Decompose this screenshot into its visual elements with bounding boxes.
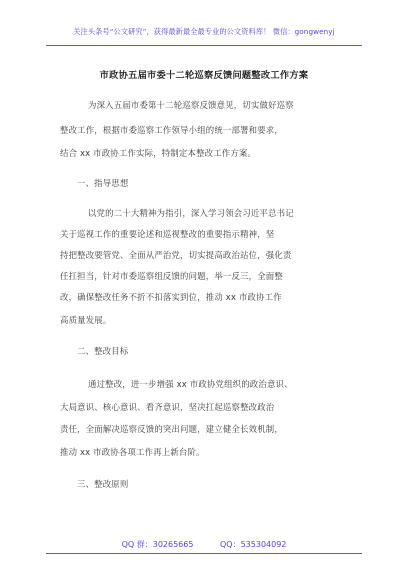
body-line: 持把整改要管党、全面从严治党，切实提高政治站位，强化责 xyxy=(60,250,292,260)
footer-divider xyxy=(46,553,362,554)
body-line: 结合 xx 市政协工作实际，特制定本整改工作方案。 xyxy=(60,148,257,158)
section-heading: 三、整改原则 xyxy=(77,479,129,489)
body-line: 以党的二十大精神为指引，深入学习领会习近平总书记 xyxy=(88,208,294,218)
body-line: 推动 xx 市政协各项工作再上新台阶。 xyxy=(60,447,205,457)
section-heading: 二、整改目标 xyxy=(77,346,129,356)
body-line: 改，确保整改任务不折不扣落实到位，推动 xx 市政协工作 xyxy=(60,292,282,302)
qq-group-text: QQ 群：30265665 xyxy=(121,540,194,549)
header-banner: 关注头条号“公文研究”，获得最新最全最专业的公文资料库！ 微信：gongwenyj xyxy=(73,27,335,36)
body-line: 整改工作，根据市委巡察工作领导小组的统一部署和要求， xyxy=(60,125,283,135)
header-divider xyxy=(46,45,362,46)
body-line: 通过整改，进一步增强 xx 市政协党组织的政治意识、 xyxy=(88,379,293,389)
body-line: 关于巡视工作的重要论述和巡视整改的重要指示精神，坚 xyxy=(60,229,275,239)
document-title: 市政协五届市委十二轮巡察反馈问题整改工作方案 xyxy=(99,70,309,81)
qq-number-text: QQ：535304092 xyxy=(220,540,287,549)
body-line: 责任，全面解决巡察反馈的突出问题，建立健全长效机制， xyxy=(60,424,283,434)
section-heading: 一、指导思想 xyxy=(77,178,129,188)
body-line: 为深入五届市委第十二轮巡察反馈意见，切实做好巡察 xyxy=(88,100,294,110)
body-line: 任扛担当，针对市委巡察组反馈的问题，举一反三，全面整 xyxy=(60,271,283,281)
footer-contact xyxy=(0,539,408,550)
body-line: 大局意识、核心意识、看齐意识，坚决扛起巡察整改政治 xyxy=(60,402,275,412)
body-line: 高质量发展。 xyxy=(60,315,112,325)
